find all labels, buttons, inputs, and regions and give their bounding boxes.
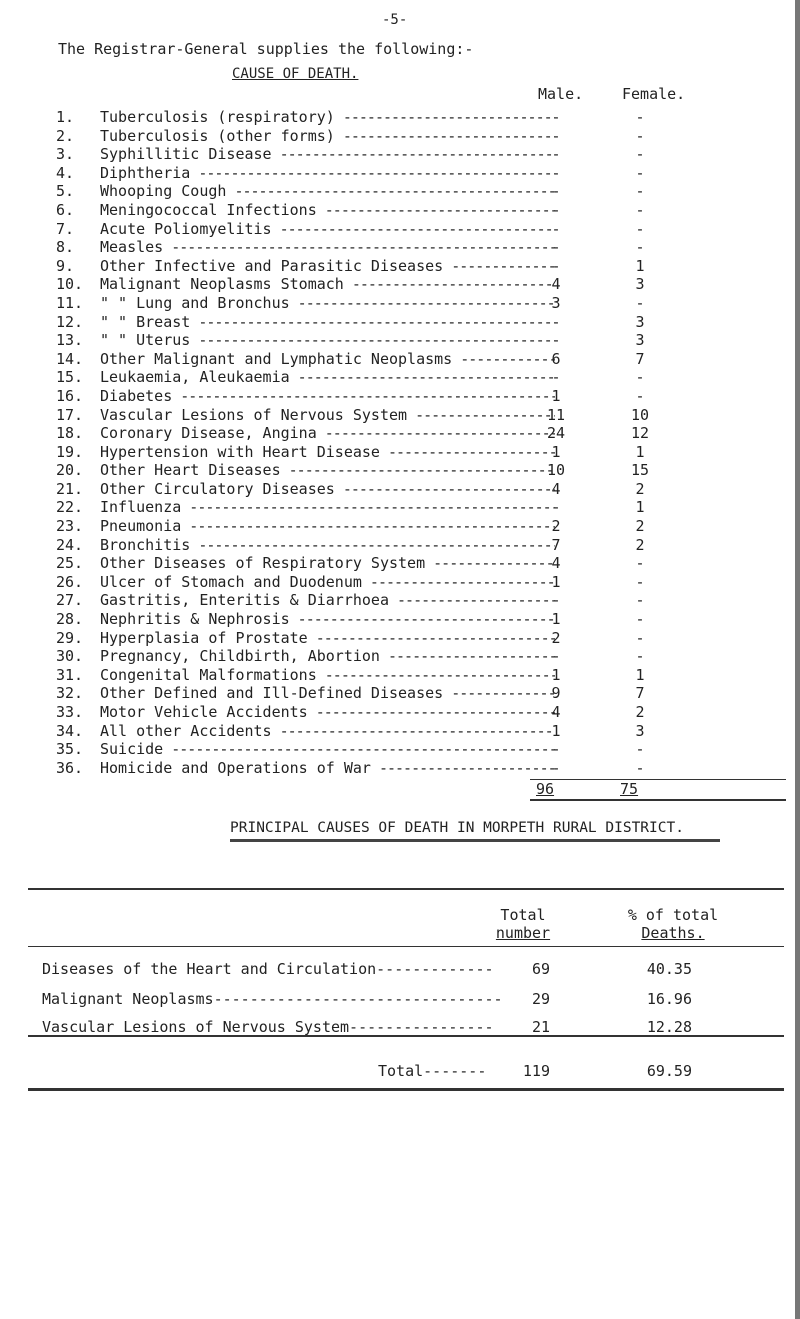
- cause-number: 17.: [56, 405, 84, 424]
- principal-row: [42, 960, 762, 980]
- cause-row: [56, 164, 756, 183]
- total-number-header: [478, 906, 568, 942]
- principal-row-percent: 16.96: [646, 990, 692, 1008]
- female-count: -: [635, 182, 645, 201]
- female-count: 3: [635, 331, 645, 350]
- cause-row: [56, 127, 756, 146]
- cause-number: 30.: [56, 647, 84, 666]
- female-count: 2: [635, 517, 645, 536]
- cause-label: Diphtheria -----: [100, 164, 555, 183]
- cause-number: 20.: [56, 461, 84, 480]
- cause-number: 16.: [56, 386, 84, 405]
- cause-row: [56, 387, 756, 406]
- female-count: 1: [635, 256, 645, 275]
- principal-row: [42, 990, 762, 1010]
- female-count: -: [635, 628, 645, 647]
- cause-row: [56, 238, 756, 257]
- cause-number: 25.: [56, 554, 84, 573]
- total-header-line1: Total: [500, 906, 546, 924]
- percent-header-line2: Deaths.: [641, 924, 705, 942]
- principal-causes-title: PRINCIPAL CAUSES OF DEATH IN MORPETH RURAL DISTRICT.: [230, 820, 684, 836]
- female-count: 1: [635, 442, 645, 461]
- grand-total-row: [28, 1062, 784, 1091]
- female-count: -: [635, 145, 645, 164]
- male-count: 3: [551, 293, 561, 312]
- female-count: 1: [635, 498, 645, 517]
- cause-label: Whooping Cough -----: [100, 182, 555, 201]
- male-count: -: [551, 758, 561, 777]
- female-count: -: [635, 572, 645, 591]
- cause-of-death-header: CAUSE OF DEATH.: [232, 66, 359, 82]
- principal-row-total: 29: [531, 990, 550, 1008]
- cause-label: Tuberculosis (other forms) -----: [100, 127, 555, 146]
- female-column-header: Female.: [622, 85, 686, 103]
- male-count: 24: [546, 424, 566, 443]
- cause-label: Meningococcal Infections -----: [100, 201, 555, 220]
- cause-label: " " Uterus -----: [100, 331, 555, 350]
- female-count: -: [635, 610, 645, 629]
- cause-number: 11.: [56, 293, 84, 312]
- cause-row: [56, 182, 756, 201]
- cause-label: Other Defined and Ill-Defined Diseases -----: [100, 684, 555, 703]
- cause-number: 32.: [56, 684, 84, 703]
- principal-causes-table: [28, 888, 784, 1037]
- female-count: 7: [635, 349, 645, 368]
- male-count: 9: [551, 684, 561, 703]
- cause-number: 5.: [56, 182, 75, 201]
- causes-of-death-list: [56, 108, 756, 777]
- cause-number: 1.: [56, 108, 75, 126]
- cause-label: Other Malignant and Lymphatic Neoplasms -----: [100, 350, 555, 369]
- cause-number: 19.: [56, 442, 84, 461]
- cause-number: 22.: [56, 498, 84, 517]
- cause-row: [56, 424, 756, 443]
- cause-row: [56, 759, 756, 778]
- female-count: -: [635, 647, 645, 666]
- female-count: 3: [635, 312, 645, 331]
- male-count: 4: [551, 479, 561, 498]
- cause-row: [56, 554, 756, 573]
- female-count: 7: [635, 684, 645, 703]
- cause-label: Diabetes -----: [100, 387, 555, 406]
- cause-label: Syphillitic Disease -----: [100, 145, 555, 164]
- cause-label: Measles -----: [100, 238, 555, 257]
- male-count: 2: [551, 517, 561, 536]
- female-count: -: [635, 293, 645, 312]
- male-count: 1: [551, 610, 561, 629]
- cause-row: [56, 294, 756, 313]
- cause-label: Other Diseases of Respiratory System -----: [100, 554, 555, 573]
- cause-number: 9.: [56, 256, 75, 275]
- cause-row: [56, 331, 756, 350]
- cause-number: 14.: [56, 349, 84, 368]
- cause-row: [56, 573, 756, 592]
- cause-label: Pneumonia -----: [100, 517, 555, 536]
- cause-row: [56, 647, 756, 666]
- female-count: -: [635, 126, 645, 145]
- page-number: -5-: [382, 12, 408, 28]
- cause-number: 27.: [56, 591, 84, 610]
- cause-row: [56, 722, 756, 741]
- cause-label: Other Circulatory Diseases -----: [100, 480, 555, 499]
- cause-label: Suicide -----: [100, 740, 555, 759]
- grand-total-label: Total-------: [378, 1062, 487, 1080]
- principal-row-percent: 40.35: [646, 960, 692, 978]
- female-count: 12: [630, 424, 650, 443]
- female-count: -: [635, 108, 645, 126]
- cause-number: 10.: [56, 275, 84, 294]
- cause-row: [56, 201, 756, 220]
- male-count: -: [551, 145, 561, 164]
- cause-row: [56, 368, 756, 387]
- cause-label: Ulcer of Stomach and Duodenum -----: [100, 573, 555, 592]
- male-count: 4: [551, 703, 561, 721]
- male-count: -: [551, 182, 561, 201]
- male-count: -: [551, 108, 561, 126]
- male-count: -: [551, 126, 561, 145]
- cause-label: Other Infective and Parasitic Diseases -----: [100, 257, 555, 276]
- female-count: 2: [635, 703, 645, 721]
- cause-number: 36.: [56, 758, 84, 777]
- percent-header-line1: % of total: [627, 906, 719, 924]
- title-underline: [230, 839, 720, 842]
- cause-label: Vascular Lesions of Nervous System -----: [100, 406, 555, 425]
- principal-row-total: 21: [531, 1018, 550, 1036]
- male-count: 10: [546, 461, 566, 480]
- principal-row-percent: 12.28: [646, 1018, 692, 1036]
- cause-number: 35.: [56, 740, 84, 759]
- male-count: 4: [551, 275, 561, 294]
- male-column-header: Male.: [538, 85, 584, 103]
- female-count: -: [635, 554, 645, 573]
- male-count: 1: [551, 572, 561, 591]
- male-count: -: [551, 647, 561, 666]
- principal-row-label: Vascular Lesions of Nervous System----------------: [42, 1018, 494, 1036]
- cause-number: 7.: [56, 219, 75, 238]
- principal-row: [42, 1018, 762, 1038]
- male-count: 6: [551, 349, 561, 368]
- cause-row: [56, 498, 756, 517]
- cause-row: [56, 591, 756, 610]
- male-count: -: [551, 368, 561, 387]
- cause-label: Homicide and Operations of War -----: [100, 759, 555, 778]
- cause-label: " " Lung and Bronchus -----: [100, 294, 555, 313]
- cause-number: 23.: [56, 517, 84, 536]
- cause-label: Leukaemia, Aleukaemia -----: [100, 368, 555, 387]
- female-count: 10: [630, 405, 650, 424]
- cause-row: [56, 257, 756, 276]
- male-count: 1: [551, 442, 561, 461]
- cause-label: Nephritis & Nephrosis -----: [100, 610, 555, 629]
- cause-row: [56, 666, 756, 685]
- cause-label: Motor Vehicle Accidents -----: [100, 703, 555, 722]
- cause-row: [56, 350, 756, 369]
- cause-number: 31.: [56, 665, 84, 684]
- male-count: 1: [551, 665, 561, 684]
- cause-label: Hyperplasia of Prostate -----: [100, 629, 555, 648]
- cause-label: Acute Poliomyelitis -----: [100, 220, 555, 239]
- cause-number: 29.: [56, 628, 84, 647]
- cause-number: 4.: [56, 163, 75, 182]
- female-count: -: [635, 200, 645, 219]
- cause-row: [56, 406, 756, 425]
- cause-row: [56, 443, 756, 462]
- cause-number: 18.: [56, 424, 84, 443]
- cause-label: Pregnancy, Childbirth, Abortion -----: [100, 647, 555, 666]
- cause-row: [56, 461, 756, 480]
- cause-label: All other Accidents -----: [100, 722, 555, 741]
- cause-row: [56, 536, 756, 555]
- male-count: -: [551, 498, 561, 517]
- cause-number: 33.: [56, 703, 84, 721]
- cause-row: [56, 220, 756, 239]
- female-count: -: [635, 758, 645, 777]
- cause-row: [56, 517, 756, 536]
- principal-row-label: Malignant Neoplasms--------------------------------: [42, 990, 503, 1008]
- male-count: -: [551, 740, 561, 759]
- male-total: 96: [536, 780, 555, 798]
- grand-total-percent: 69.59: [646, 1062, 692, 1080]
- cause-label: Tuberculosis (respiratory) -----: [100, 108, 555, 127]
- cause-number: 21.: [56, 479, 84, 498]
- principal-row-total: 69: [531, 960, 550, 978]
- male-count: 1: [551, 386, 561, 405]
- total-header-line2: number: [495, 924, 551, 942]
- male-count: -: [551, 312, 561, 331]
- intro-text: The Registrar-General supplies the following:-: [58, 40, 474, 58]
- cause-row: [56, 684, 756, 703]
- cause-row: [56, 313, 756, 332]
- male-count: -: [551, 591, 561, 610]
- cause-label: Bronchitis -----: [100, 536, 555, 555]
- cause-label: Other Heart Diseases -----: [100, 461, 555, 480]
- cause-number: 15.: [56, 368, 84, 387]
- female-count: -: [635, 219, 645, 238]
- female-count: 2: [635, 535, 645, 554]
- female-count: 1: [635, 665, 645, 684]
- female-total: 75: [620, 780, 639, 798]
- male-count: 11: [546, 405, 566, 424]
- cause-row: [56, 480, 756, 499]
- female-count: -: [635, 591, 645, 610]
- cause-row: [56, 740, 756, 759]
- male-count: 2: [551, 628, 561, 647]
- principal-row-label: Diseases of the Heart and Circulation-------------: [42, 960, 494, 978]
- female-count: -: [635, 163, 645, 182]
- male-count: 7: [551, 535, 561, 554]
- cause-label: " " Breast -----: [100, 313, 555, 332]
- cause-label: Malignant Neoplasms Stomach -----: [100, 275, 555, 294]
- cause-number: 28.: [56, 610, 84, 629]
- female-count: -: [635, 386, 645, 405]
- female-count: 2: [635, 479, 645, 498]
- cause-number: 24.: [56, 535, 84, 554]
- totals-rule: [530, 779, 786, 780]
- cause-label: Coronary Disease, Angina -----: [100, 424, 555, 443]
- cause-label: Influenza -----: [100, 498, 555, 517]
- cause-row: [56, 108, 756, 127]
- female-count: -: [635, 740, 645, 759]
- female-count: 15: [630, 461, 650, 480]
- totals-double-rule: [530, 799, 786, 801]
- percent-header: [608, 906, 738, 942]
- cause-row: [56, 629, 756, 648]
- male-count: -: [551, 163, 561, 182]
- cause-number: 6.: [56, 200, 75, 219]
- cause-row: [56, 610, 756, 629]
- male-count: -: [551, 331, 561, 350]
- cause-number: 34.: [56, 721, 84, 740]
- male-count: -: [551, 238, 561, 257]
- female-count: 3: [635, 721, 645, 740]
- cause-number: 2.: [56, 126, 75, 145]
- header-rule: [28, 946, 784, 947]
- female-count: 3: [635, 275, 645, 294]
- cause-label: Hypertension with Heart Disease -----: [100, 443, 555, 462]
- male-count: -: [551, 200, 561, 219]
- cause-row: [56, 703, 756, 722]
- cause-label: Congenital Malformations -----: [100, 666, 555, 685]
- cause-number: 8.: [56, 238, 75, 257]
- cause-number: 3.: [56, 145, 75, 164]
- male-count: 1: [551, 721, 561, 740]
- male-count: -: [551, 219, 561, 238]
- cause-number: 26.: [56, 572, 84, 591]
- male-count: -: [551, 256, 561, 275]
- male-count: 4: [551, 554, 561, 573]
- female-count: -: [635, 368, 645, 387]
- page-edge: [795, 0, 800, 1319]
- female-count: -: [635, 238, 645, 257]
- cause-row: [56, 145, 756, 164]
- cause-row: [56, 275, 756, 294]
- grand-total-number: 119: [522, 1062, 550, 1080]
- cause-number: 13.: [56, 331, 84, 350]
- cause-label: Gastritis, Enteritis & Diarrhoea -----: [100, 591, 555, 610]
- cause-number: 12.: [56, 312, 84, 331]
